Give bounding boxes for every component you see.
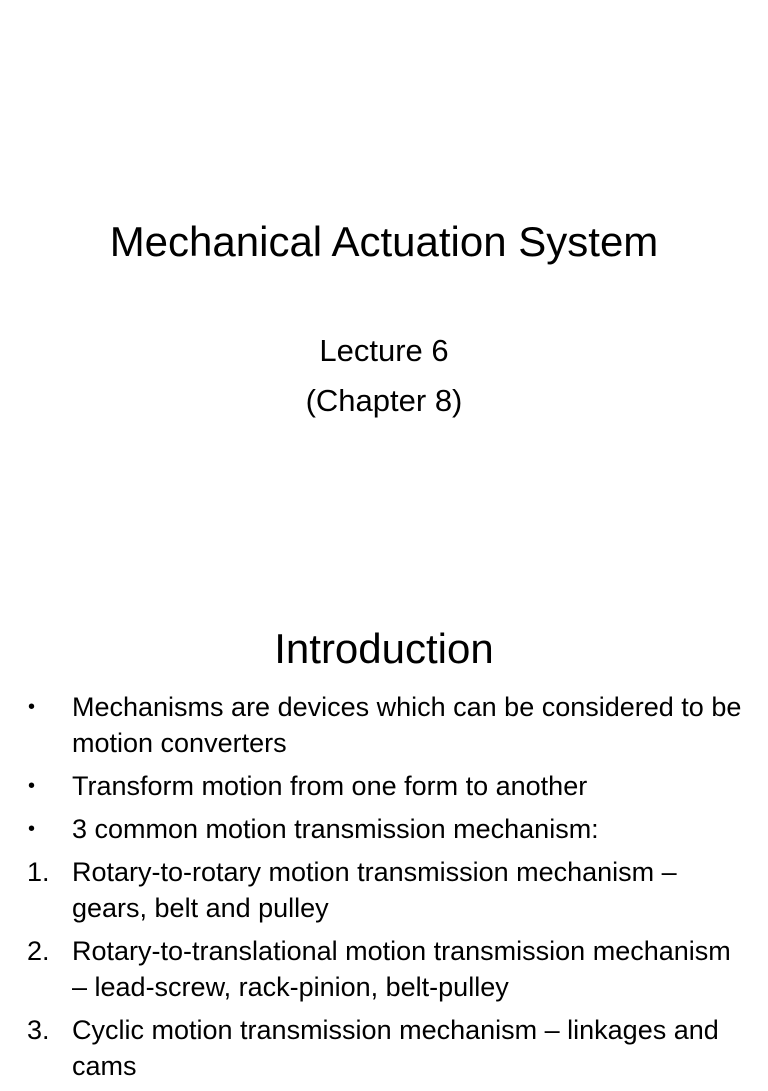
bullet-marker: • — [28, 818, 36, 840]
list-item-text: 3 common motion transmission mechanism: — [72, 814, 599, 844]
introduction-slide — [0, 590, 768, 1081]
list-item — [0, 811, 768, 847]
list-item-text: Rotary-to-rotary motion transmission mechanism – gears, belt and pulley — [72, 857, 677, 923]
number-marker: 3. — [27, 1015, 50, 1045]
bullet-marker: • — [28, 696, 36, 718]
list-item — [0, 1012, 768, 1084]
list-item — [0, 854, 768, 926]
list-item-text: Cyclic motion transmission mechanism – linkages and cams — [72, 1015, 719, 1081]
number-marker: 2. — [27, 936, 50, 966]
chapter-subtitle: (Chapter 8) — [305, 383, 463, 418]
number-marker: 1. — [27, 857, 50, 887]
list-item-text: Rotary-to-translational motion transmission mechanism – lead-screw, rack-pinion, belt-pulley — [72, 936, 731, 1002]
introduction-list — [0, 689, 768, 1091]
lecture-subtitle: Lecture 6 — [319, 333, 449, 368]
list-item-text: Mechanisms are devices which can be considered to be motion converters — [72, 692, 742, 758]
list-item — [0, 689, 768, 761]
list-item — [0, 933, 768, 1005]
introduction-title: Introduction — [274, 625, 494, 672]
list-item-text: Transform motion from one form to another — [72, 771, 588, 801]
bullet-marker: • — [28, 775, 36, 797]
slide-title: Mechanical Actuation System — [109, 218, 659, 265]
list-item — [0, 768, 768, 804]
